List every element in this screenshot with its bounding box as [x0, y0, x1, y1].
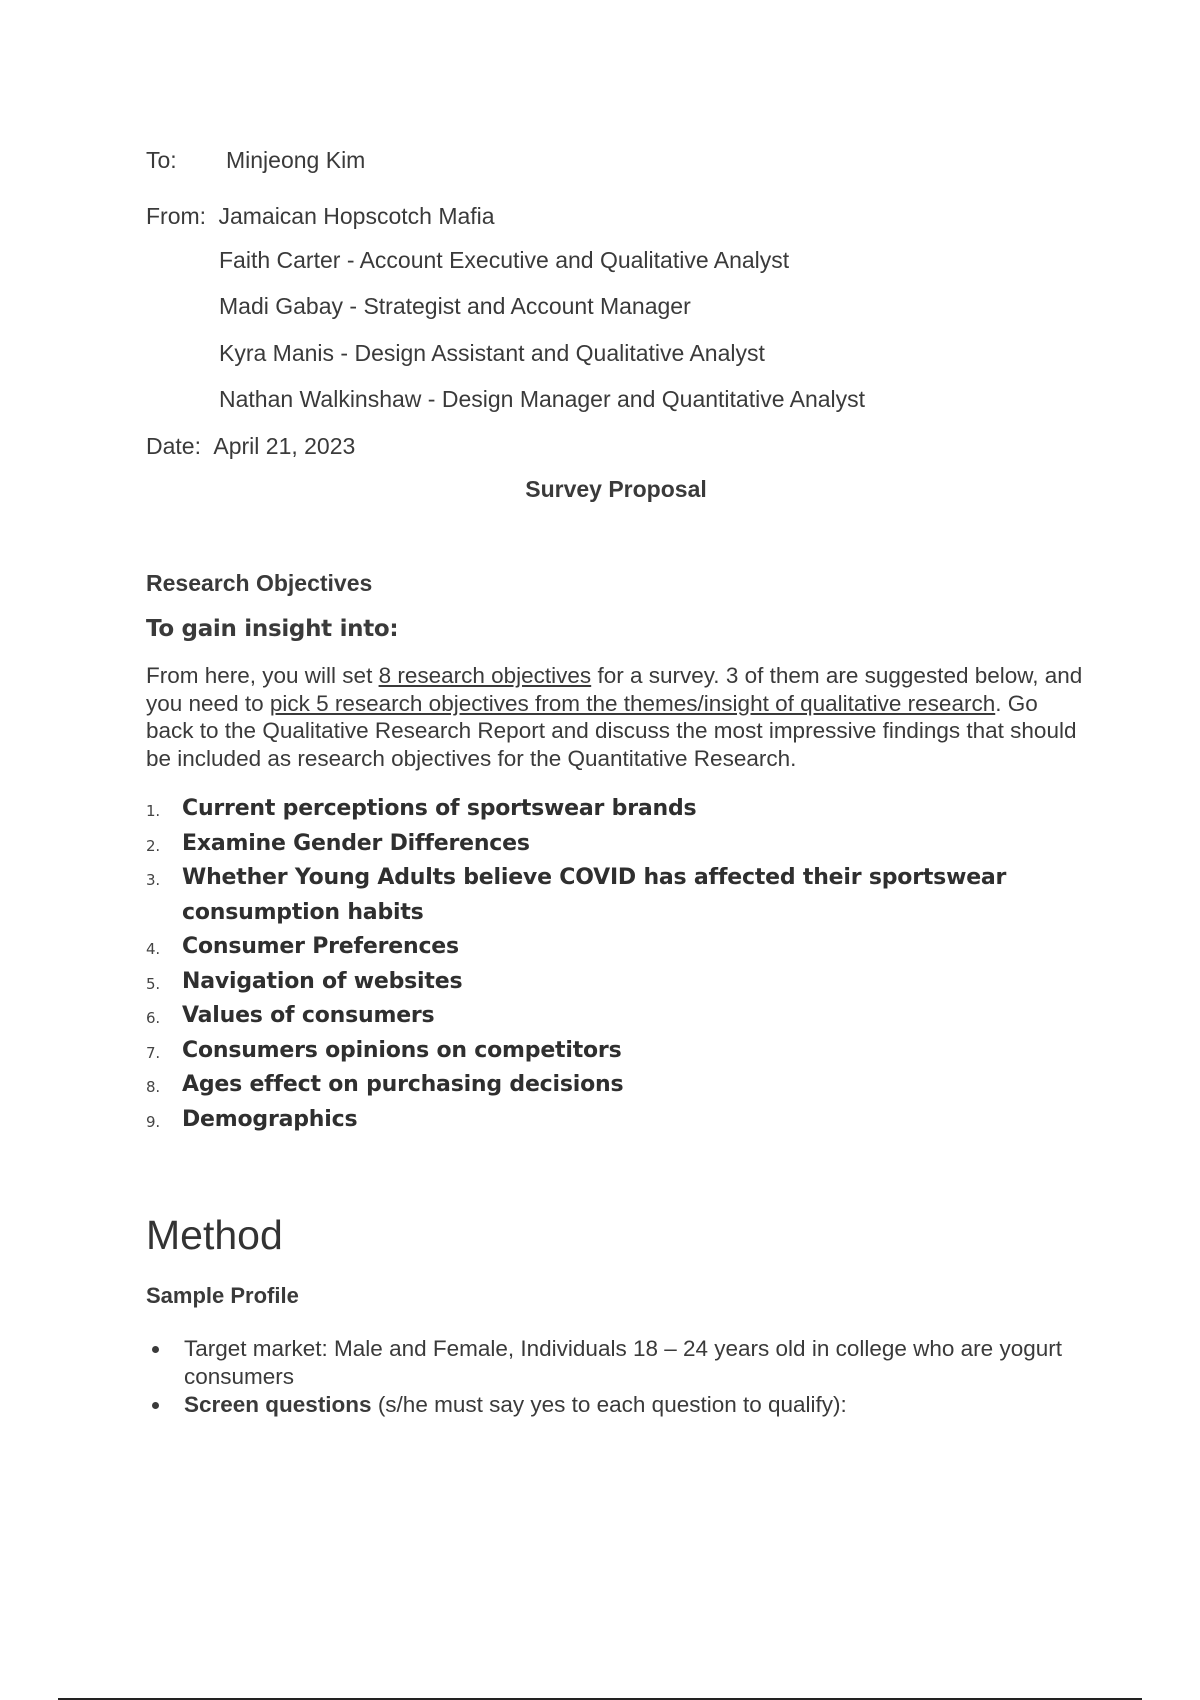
from-line: [146, 202, 495, 230]
objective-item: [146, 1103, 1046, 1138]
team-member: Madi Gabay - Strategist and Account Manager: [219, 293, 691, 319]
objective-item: [146, 1034, 1046, 1069]
list-number: 8.: [146, 1078, 160, 1096]
para-text: for a survey. 3 of them are suggested below, and you need to: [146, 663, 1083, 716]
list-number: 7.: [146, 1043, 160, 1062]
objective-text: Navigation of websites: [182, 968, 463, 994]
objective-item: [146, 792, 1046, 827]
para-text: From here, you will set: [146, 663, 379, 688]
list-number: 6.: [146, 1009, 160, 1027]
bullet-icon: [152, 1346, 159, 1353]
list-number: 5.: [146, 974, 160, 993]
insight-heading: To gain insight into:: [146, 616, 399, 642]
underlined-text: 8 research objectives: [378, 663, 592, 688]
date-label: Date:: [146, 433, 201, 459]
research-objectives-heading: Research Objectives: [146, 570, 373, 596]
date-value: April 21, 2023: [213, 433, 356, 459]
objective-item: [146, 930, 1046, 965]
from-org: Jamaican Hopscotch Mafia: [218, 203, 495, 229]
sample-profile-heading: Sample Profile: [146, 1283, 299, 1308]
bullet-text: (s/he must say yes to each question to qualify):: [371, 1392, 847, 1417]
objective-text: Consumer Preferences: [182, 934, 459, 959]
document-title: Survey Proposal: [525, 476, 707, 502]
instructions-paragraph: [146, 662, 1091, 772]
objective-item: [146, 999, 1046, 1034]
to-label: To:: [146, 147, 177, 173]
bullet-item: [146, 1335, 1086, 1391]
objectives-list: [146, 792, 1046, 1137]
list-number: 4.: [146, 940, 160, 958]
sample-bullet-list: [146, 1335, 1086, 1419]
bullet-bold-text: Screen questions: [184, 1392, 372, 1417]
underlined-text: pick 5 research objectives from the themes/insight of qualitative research: [269, 690, 996, 716]
bullet-icon: [152, 1402, 159, 1409]
objective-text: Current perceptions of sportswear brands: [182, 796, 697, 821]
to-recipient: Minjeong Kim: [226, 147, 366, 173]
date-line: [146, 432, 355, 460]
list-number: 1.: [146, 802, 160, 820]
objective-text: Consumers opinions on competitors: [182, 1037, 622, 1063]
bullet-text: Target market: Male and Female, Individuals 18 – 24 years old in college who are yogurt consumers: [184, 1336, 1062, 1389]
objective-text: Whether Young Adults believe COVID has affected their sportswear consumption habits: [182, 865, 1007, 925]
team-member: Faith Carter - Account Executive and Qualitative Analyst: [219, 247, 790, 273]
objective-item: [146, 1068, 1046, 1103]
bullet-item: [146, 1391, 1086, 1419]
objective-item: [146, 861, 1046, 930]
objective-item: [146, 965, 1046, 1000]
objective-text: Examine Gender Differences: [182, 830, 530, 856]
team-member: Kyra Manis - Design Assistant and Qualitative Analyst: [219, 340, 765, 366]
list-number: 2.: [146, 836, 160, 855]
objective-text: Ages effect on purchasing decisions: [182, 1072, 624, 1097]
objective-item: [146, 827, 1046, 862]
team-member: Nathan Walkinshaw - Design Manager and Quantitative Analyst: [219, 386, 866, 412]
to-line: [146, 146, 177, 174]
list-number: 9.: [146, 1112, 160, 1131]
list-number: 3.: [146, 871, 160, 889]
objective-text: Values of consumers: [182, 1003, 435, 1028]
objective-text: Demographics: [182, 1106, 358, 1132]
method-heading: Method: [146, 1212, 283, 1258]
para-text: . Go back to the Qualitative Research Report and discuss the most impressive findings that should be included as research objectives for the Quantitative Research.: [146, 690, 1077, 771]
from-label: From:: [146, 203, 207, 229]
